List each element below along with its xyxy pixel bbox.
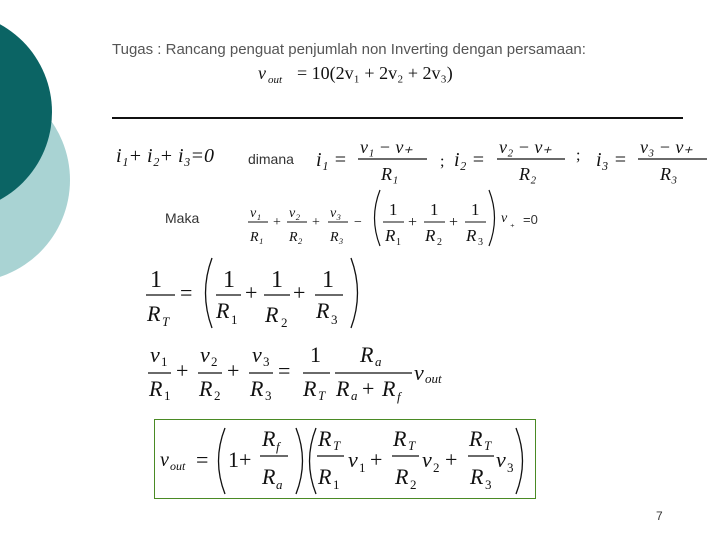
i1-denominator: R₁ [381,164,399,184]
svg-text:R: R [336,376,350,401]
svg-text:R: R [425,226,436,245]
ra-vout: v [414,360,424,385]
maka-vplus-sub: ₊ [510,219,515,229]
ra-one: 1 [310,342,321,367]
title-eq-vout: v [258,63,266,83]
maka-den1: R₁ [250,230,264,245]
final-r3: R [470,464,484,489]
ra-d3-sub: 3 [265,388,272,403]
i3-denominator: R₃ [660,164,678,184]
i2-denominator: R₂ [519,164,537,184]
ra-n1: v [150,342,160,367]
svg-text:+: + [312,215,320,230]
ra-num-ra-sub: a [375,354,382,369]
ra-d3: R [250,376,264,401]
ra-n3: v [252,342,262,367]
svg-text:R: R [385,226,396,245]
final-vout: v [160,449,169,471]
rt-lhs-den: R [147,301,161,326]
svg-text:R: R [469,426,483,451]
result-box [154,419,536,499]
i2-numerator: v₂ − v₊ [499,137,552,157]
title-equation [258,63,453,86]
rt-d2-sub: 2 [281,315,288,330]
page-number: 7 [656,509,663,523]
i3-equation [596,137,707,184]
svg-text:+: + [245,280,258,305]
maka-label: Maka [165,210,200,226]
maka-one-3: 1 [471,200,480,219]
ra-num-ra: R [360,342,374,367]
i3-numerator: v₃ − v₊ [640,137,693,157]
dimana-label: dimana [248,151,294,167]
rt-d1: R [216,298,230,323]
final-one-plus: 1+ [228,447,252,472]
maka-den3: R₃ [330,230,344,245]
ra-equation [148,342,442,404]
svg-text:+: + [408,214,418,231]
svg-text:R: R [393,426,407,451]
rt-d2: R [265,302,279,327]
final-rf-sub: f [276,439,280,454]
final-rt1-sub: T [333,438,341,453]
maka-equation [248,190,515,248]
ra-d1: R [149,376,163,401]
rt-d1-sub: 1 [231,312,238,327]
rt-lhs-den-sub: T [162,314,170,329]
final-r1-sub: 1 [333,477,340,492]
final-r2-sub: 2 [410,477,417,492]
ra-n1-sub: 1 [161,354,168,369]
maka-num1: v₁ [250,206,262,221]
svg-text:1: 1 [271,267,283,293]
ra-n2: v [200,342,210,367]
kcl-equation: i₁+ i₂+ i₃=0 [116,145,215,167]
ra-d2-sub: 2 [214,388,221,403]
ra-d2: R [199,376,213,401]
svg-text:+: + [273,215,281,230]
svg-text:+: + [227,358,240,383]
svg-text:+: + [293,280,306,305]
svg-text:1: 1 [396,237,401,248]
rt-d3: R [316,298,330,323]
i1-numerator: v₁ − v₊ [360,137,413,157]
svg-text:−: − [354,215,362,230]
title-eq-vout-sub: out [268,74,283,86]
rt-lhs-num: 1 [150,267,162,293]
svg-text:v: v [422,447,432,472]
final-r1: R [318,464,332,489]
maka-one-2: 1 [430,200,439,219]
i3-lhs: i₃ = [596,149,628,171]
ra-vout-sub: out [425,371,442,386]
maka-den2: R₂ [289,230,303,245]
svg-text:T: T [484,438,492,453]
svg-text:2: 2 [437,237,442,248]
svg-text:+: + [176,358,189,383]
final-v2-sub: 2 [433,460,440,475]
final-v1-sub: 1 [359,460,366,475]
svg-text:+: + [449,214,459,231]
i1-lhs: i₁ = [316,149,348,171]
svg-text:+: + [445,447,458,472]
maka-num2: v₂ [289,206,301,221]
ra-n2-sub: 2 [211,354,218,369]
ra-d1-sub: 1 [164,388,171,403]
final-r2: R [395,464,409,489]
final-ra-sub: a [276,477,283,492]
final-v1: v [348,447,358,472]
rt-equals: = [180,280,193,305]
rt-equation [146,258,358,330]
separator-2: ; [576,147,581,164]
horizontal-rule [112,117,683,119]
ra-rt-sub: T [318,388,326,403]
final-plus-1: + [370,447,383,472]
final-vout-sub: out [170,459,186,473]
final-rf: R [262,426,276,451]
svg-text:T: T [408,438,416,453]
svg-text:+: + [362,376,375,401]
final-rt1: R [318,426,332,451]
maka-one-1: 1 [389,200,398,219]
i2-equation [454,137,565,184]
svg-text:v: v [496,447,506,472]
final-r3-sub: 3 [485,477,492,492]
maka-vplus: v [501,211,508,226]
svg-text:=: = [278,358,291,383]
svg-text:R: R [466,226,477,245]
slide-title: Tugas : Rancang penguat penjumlah non Inverting dengan persamaan: [112,41,586,58]
maka-equals-zero: =0 [523,212,538,227]
rt-d3-sub: 3 [331,312,338,327]
separator-1: ; [440,153,445,170]
final-v3-sub: 3 [507,460,514,475]
ra-n3-sub: 3 [263,354,270,369]
ra-rf: R [382,376,396,401]
final-equals: = [196,447,209,472]
final-ra: R [262,464,276,489]
svg-text:3: 3 [478,237,483,248]
i1-equation [316,137,427,184]
svg-text:1: 1 [223,267,235,293]
svg-text:1: 1 [322,267,334,293]
title-eq-rhs: = 10(2v₁ + 2v₂ + 2v₃) [297,63,453,83]
i2-lhs: i₂ = [454,149,486,171]
ra-rf-sub: f [397,389,401,404]
maka-num3: v₃ [330,206,342,221]
ra-rt: R [303,376,317,401]
svg-text:a: a [351,388,358,403]
